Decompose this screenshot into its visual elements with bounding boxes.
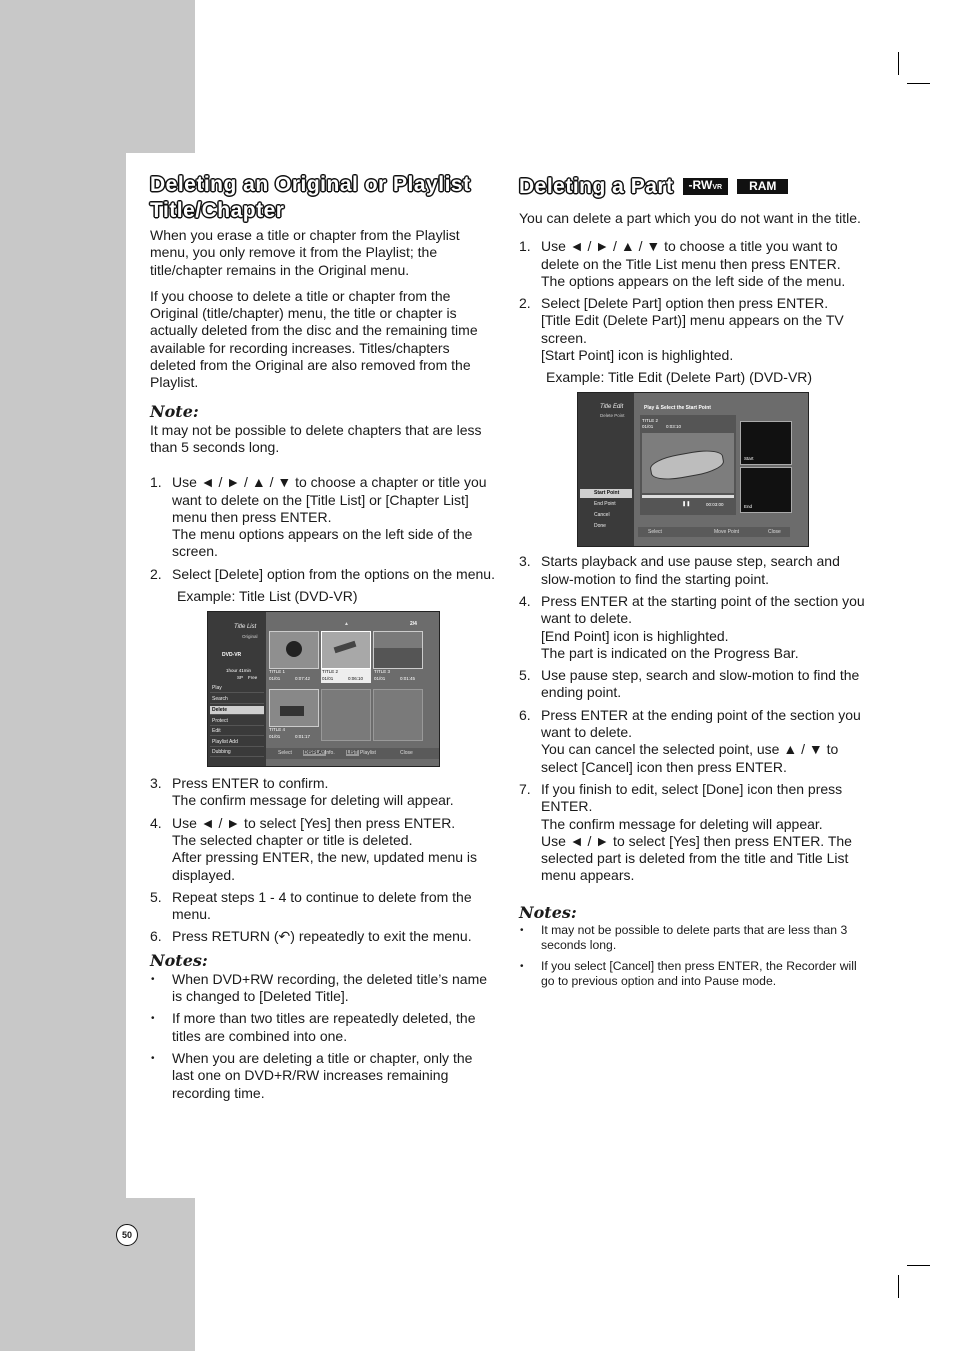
list-item: • If more than two titles are repeatedly deleted, the titles are combined into one. [150, 1010, 498, 1045]
display-button: DISPLAY [304, 750, 325, 757]
menu-item[interactable]: Cancel [594, 512, 610, 519]
clip-duration: 0:03:10 [666, 424, 682, 430]
margin-band-bottom [0, 1198, 195, 1351]
thumb-date: 01/01 [269, 734, 281, 740]
empty-slot [321, 689, 371, 741]
empty-slot [373, 689, 423, 741]
list-item: 4. Use ◄ / ► to select [Yes] then press ENTER. The selected chapter or title is deleted. After pressing ENTER, the new, updated menu is displayed. [150, 814, 478, 883]
options-menu [578, 393, 634, 546]
ram-badge: RAM [737, 179, 788, 194]
right-intro: You can delete a part which you do not want in the title. [519, 210, 861, 226]
note-text: It may not be possible to delete chapters that are less than 5 seconds long. [150, 421, 482, 455]
instruction-text: Play & Select the Start Point [644, 405, 711, 412]
crop-mark [898, 52, 899, 75]
thumb-label: TITLE 3 [374, 669, 391, 675]
notes-heading: Notes: [519, 902, 577, 922]
screen-title: Title List [234, 624, 257, 631]
rw-vr-badge: -RWVR [683, 178, 729, 195]
thumbnail[interactable] [269, 631, 319, 669]
thumb-duration: 0:07:42 [295, 676, 311, 682]
crop-mark [907, 1265, 930, 1266]
foot-select: Select [648, 529, 662, 536]
right-column [519, 172, 869, 995]
clip-date: 01/01 [642, 424, 654, 430]
list-item: 7. If you finish to edit, select [Done] icon then press ENTER. The confirm message for deleting will appear. Use ◄ / ► to select [Yes] then press ENTER. The selected part is deleted from the title and Title List menu appears. [519, 780, 852, 884]
menu-item[interactable]: Edit [210, 727, 264, 736]
note-heading: Note: [150, 401, 199, 421]
thumbnail-selected[interactable] [321, 631, 371, 669]
right-notes [519, 923, 869, 990]
scroll-up-icon[interactable]: ▲ [344, 621, 349, 628]
menu-item[interactable]: Play [210, 684, 264, 693]
margin-band-top [0, 0, 195, 153]
title-edit-screenshot [577, 392, 809, 547]
thumbnail[interactable] [373, 631, 423, 669]
thumb-duration: 0:01:45 [400, 676, 416, 682]
foot-info: Info. [325, 750, 335, 757]
list-button: LIST [347, 750, 358, 757]
list-item: • It may not be possible to delete parts that are less than 3 seconds long. [519, 923, 869, 954]
crop-mark [907, 83, 930, 84]
list-item: 5. Use pause step, search and slow-motion to find the ending point. [519, 667, 860, 701]
list-item: 3. Starts playback and use pause step, search and slow-motion to find the starting point. [519, 553, 840, 587]
foot-select: Select [278, 750, 292, 757]
list-item: 6. Press RETURN (↶) repeatedly to exit the menu. [150, 928, 472, 945]
thumb-date: 01/01 [322, 676, 334, 682]
menu-item[interactable]: Done [594, 523, 606, 530]
preview-panel [640, 415, 736, 515]
screen-title: Title Edit [600, 404, 624, 411]
thumb-date: 01/01 [269, 676, 281, 682]
foot-playlist: Playlist [360, 750, 376, 757]
menu-item[interactable]: Protect [210, 717, 264, 726]
margin-band-left [0, 153, 126, 1198]
right-heading: Deleting a Part [519, 175, 674, 198]
thumb-label: TITLE 2 [322, 669, 339, 675]
list-item: 1. Use ◄ / ► / ▲ / ▼ to choose a title you want to delete on the Title List menu then press ENTER. The options appears on the left side of the menu. [519, 238, 846, 289]
list-item: • When DVD+RW recording, the deleted title’s name is changed to [Deleted Title]. [150, 971, 498, 1006]
title-list-screenshot [207, 611, 440, 767]
options-menu [208, 612, 266, 766]
right-steps-a [519, 238, 869, 364]
list-item: 6. Press ENTER at the ending point of the section you want to delete. You can cancel the selected point, use ▲ / ▼ to select [Cancel] icon then press ENTER. [519, 706, 861, 775]
example-caption: Example: Title List (DVD-VR) [177, 588, 358, 605]
remaining-time: 1hour 41min [226, 668, 252, 674]
list-item: 1. Use ◄ / ► / ▲ / ▼ to choose a chapter or title you want to delete on the [Title List] or [Chapter List] menu then press ENTER. The menu options appears on the left side of the screen. [150, 474, 487, 560]
menu-item[interactable]: Playlist Add [210, 738, 264, 747]
left-para-1: When you erase a title or chapter from the Playlist menu, you only remove it from the Playlist; the title/chapter remains in the Original menu. [150, 227, 460, 278]
thumbnail[interactable] [269, 689, 319, 727]
thumb-duration: 0:01:17 [295, 734, 311, 740]
crop-mark [898, 1275, 899, 1298]
video-frame [642, 433, 734, 493]
list-item: 2. Select [Delete] option from the options on the menu. [150, 565, 495, 582]
list-item: 2. Select [Delete Part] option then press ENTER. [Title Edit (Delete Part)] menu appears on the TV screen. [Start Point] icon is highlighted. [519, 295, 844, 364]
end-label: End [744, 504, 753, 510]
thumb-label: TITLE 1 [269, 669, 286, 675]
notes-heading: Notes: [150, 950, 208, 970]
sp-badge: SP [237, 675, 244, 681]
list-item: • When you are deleting a title or chapter, only the last one on DVD+R/RW increases remaining recording time. [150, 1050, 498, 1102]
menu-item[interactable]: End Point [594, 501, 616, 508]
left-heading: Deleting an Original or Playlist Title/Chapter [150, 173, 471, 222]
right-steps-b [519, 553, 869, 884]
list-item: 3. Press ENTER to confirm. The confirm message for deleting will appear. [150, 775, 454, 809]
footer-bar [266, 748, 439, 759]
thumb-duration: 0:06:10 [348, 676, 364, 682]
end-frame [740, 467, 792, 513]
list-item: 5. Repeat steps 1 - 4 to continue to delete from the menu. [150, 888, 472, 923]
footer-bar [638, 527, 790, 537]
page-indicator: 2/4 [410, 621, 417, 628]
progress-bar[interactable] [642, 495, 734, 498]
start-label: Start [744, 456, 754, 462]
foot-move-point: Move Point [714, 529, 740, 536]
disc-type: DVD-VR [222, 652, 242, 659]
free-label: Free [248, 675, 258, 681]
left-para-2: If you choose to delete a title or chapter from the Original (title/chapter) menu, the title or chapter is actually deleted from the disc and the remaining time available for recording increases. Titles/chapters deleted from the Original are also removed from the Playlist. [150, 287, 478, 391]
foot-close: Close [400, 750, 413, 757]
right-heading-row [519, 172, 869, 200]
page-number: 50 [116, 1224, 138, 1246]
time-counter: 00:03:00 [706, 502, 724, 508]
menu-item-selected[interactable]: Delete [210, 706, 264, 715]
menu-item-selected[interactable]: Start Point [580, 489, 632, 498]
menu-item[interactable]: Dubbing [210, 748, 264, 757]
start-frame [740, 421, 792, 465]
example-caption: Example: Title Edit (Delete Part) (DVD-VR) [546, 369, 813, 386]
clip-name: TITLE 2 [642, 418, 659, 424]
thumb-date: 01/01 [374, 676, 386, 682]
pause-icon: ❚❚ [682, 501, 691, 508]
screen-subtitle: Original [242, 634, 258, 640]
list-item: 4. Press ENTER at the starting point of the section you want to delete. [End Point] icon is highlighted. The part is indicated on the Progress Bar. [519, 592, 865, 661]
left-steps-b [150, 775, 498, 946]
foot-close: Close [768, 529, 781, 536]
left-steps-a [150, 474, 498, 583]
screen-subtitle: Delete Point [600, 413, 625, 419]
menu-item[interactable]: Search [210, 695, 264, 704]
left-notes [150, 971, 498, 1102]
list-item: • If you select [Cancel] then press ENTER, the Recorder will go to previous option and into Pause mode. [519, 959, 869, 990]
left-column [150, 172, 498, 1107]
thumb-label: TITLE 4 [269, 727, 286, 733]
